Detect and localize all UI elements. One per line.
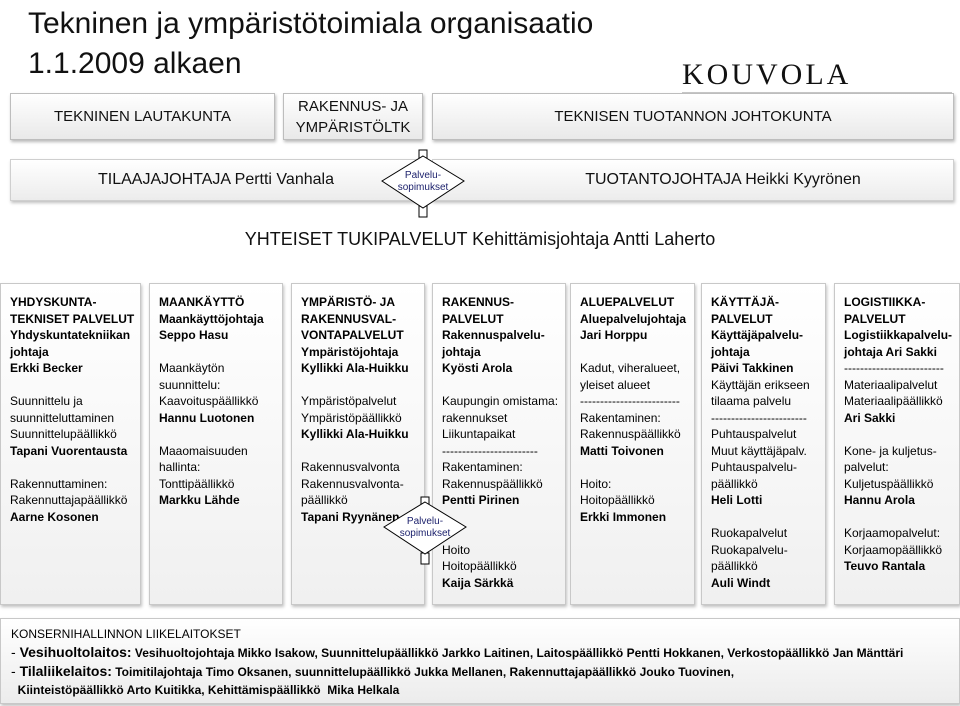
column-0-line-0: YHDYSKUNTA- (10, 295, 97, 309)
column-6-line-14: Korjaamopalvelut: (844, 526, 941, 540)
column-2-line-12: päällikkö (301, 493, 348, 507)
konsernihallinto-box (0, 618, 960, 704)
tilaliikelaitos-line (11, 662, 959, 681)
column-0-line-5 (10, 377, 140, 394)
column-0-line-7: suunnitteluttaminen (10, 410, 115, 425)
column-5-line-12: Heli Lotti (711, 493, 763, 507)
column-2-line-5 (301, 377, 424, 394)
kouvola-logo: KOUVOLA (682, 58, 852, 91)
column-6-line-13 (844, 509, 959, 526)
column-6-line-10: palvelut: (844, 460, 889, 474)
column-1-line-3 (159, 344, 282, 361)
tilaliikelaitos-label: Tilaliikelaitos: (19, 663, 112, 679)
column-6-line-3: johtaja Ari Sakki (844, 344, 937, 359)
column-0-line-8: Suunnittelupäällikkö (10, 427, 117, 441)
column-1-line-4: Maankäytön (159, 361, 225, 375)
column-6-line-11: Kuljetuspäällikkö (844, 476, 934, 491)
column-3-line-10: Rakentaminen: (442, 460, 523, 474)
tilaajajohtaja-label: TILAAJAJOHTAJA Pertti Vanhala (98, 171, 334, 188)
column-5-line-3: johtaja (711, 344, 750, 359)
column-2-line-11: Rakennusvalvonta- (301, 476, 404, 491)
column-5-line-8: Puhtauspalvelut (711, 427, 797, 441)
column-5-line-13 (711, 509, 825, 526)
column-0-line-6: Suunnittelu ja (10, 394, 83, 408)
column-5-line-10: Puhtauspalvelu- (711, 460, 798, 474)
column-0-line-12: Rakennuttajapäällikkö (10, 493, 128, 507)
column-6-line-6: Materiaalipäällikkö (844, 394, 943, 408)
column-4-line-1: Aluepalvelujohtaja (580, 311, 687, 326)
column-1-line-1: Maankäyttöjohtaja (159, 311, 264, 326)
tilaliikelaitos-text: Toimitilajohtaja Timo Oksanen, suunnittelupäällikkö Jukka Mellanen, Rakennuttajapäällikkö Jouko Tuovinen, (111, 665, 735, 679)
column-5-line-17: Auli Windt (711, 575, 771, 590)
tuotantojohtaja-box (432, 159, 954, 201)
column-1-line-0: MAANKÄYTTÖ (159, 295, 245, 309)
column-5-line-0: KÄYTTÄJÄ- (711, 295, 779, 309)
column-yhdyskuntatekniset (0, 283, 141, 605)
column-6-line-5: Materiaalipalvelut (844, 377, 938, 392)
column-6-line-7: Ari Sakki (844, 410, 896, 425)
column-5-line-6: tilaama palvelu (711, 394, 792, 408)
palvelusopimukset-top-line-2: sopimukset (397, 182, 449, 193)
column-5-line-7: ------------------------ (711, 410, 807, 425)
teknisen-tuotannon-johtokunta-box (432, 93, 954, 140)
column-0-line-13: Aarne Kosonen (10, 509, 99, 524)
column-2-line-10: Rakennusvalvonta (301, 460, 400, 474)
column-3-line-16: Hoitopäällikkö (442, 559, 517, 573)
column-5-line-4: Päivi Takkinen (711, 361, 794, 375)
column-4-line-0: ALUEPALVELUT (580, 295, 675, 309)
column-3-line-8: Liikuntapaikat (442, 427, 516, 441)
column-kayttajapalvelut (701, 283, 826, 605)
vesihuoltolaitos-line (11, 643, 959, 662)
column-0-line-1: TEKNISET PALVELUT (10, 311, 135, 326)
column-0-line-11: Rakennuttaminen: (10, 476, 108, 491)
column-4-line-13: Erkki Immonen (580, 509, 667, 524)
column-5-line-14: Ruokapalvelut (711, 526, 788, 540)
column-2-line-7: Ympäristöpäällikkö (301, 410, 402, 425)
vesihuolto-prefix: - (11, 644, 20, 660)
column-6-line-16: Teuvo Rantala (844, 559, 926, 573)
tuotantojohtaja-label: TUOTANTOJOHTAJA Heikki Kyyrönen (585, 171, 861, 188)
column-2-line-6: Ympäristöpalvelut (301, 394, 397, 408)
palvelusopimukset-top-line-1: Palvelu- (404, 170, 442, 181)
column-0-line-10 (10, 459, 140, 476)
tilaajajohtaja-box (10, 159, 422, 201)
column-1-line-5: suunnittelu: (159, 377, 221, 392)
column-6-line-1: PALVELUT (844, 311, 906, 326)
column-3-line-11: Rakennuspäällikkö (442, 476, 543, 491)
column-0-line-4: Erkki Becker (10, 361, 83, 375)
column-0-line-3: johtaja (10, 344, 49, 359)
column-2-line-9 (301, 443, 424, 460)
title-line-1: Tekninen ja ympäristötoimiala organisaatio (28, 7, 594, 40)
column-5-line-5: Käyttäjän erikseen (711, 377, 810, 392)
yhteiset-tukipalvelut-label: YHTEISET TUKIPALVELUT Kehittämisjohtaja Antti Laherto (244, 228, 716, 249)
column-2-line-8: Kyllikki Ala-Huikku (301, 427, 409, 441)
column-3-line-6: Kaupungin omistama: (442, 394, 559, 408)
column-0-line-2: Yhdyskuntatekniikan (10, 328, 131, 342)
column-3-line-7: rakennukset (442, 410, 508, 425)
column-6-line-9: Kone- ja kuljetus- (844, 443, 937, 458)
column-2-line-13: Tapani Ryynänen (301, 509, 400, 524)
title-line-2: 1.1.2009 alkaen (28, 47, 242, 80)
column-2-line-4: Kyllikki Ala-Huikku (301, 361, 409, 375)
column-6-line-15: Korjaamopäällikkö (844, 542, 943, 557)
column-6-line-4: ------------------------- (844, 361, 944, 375)
column-4-line-5: yleiset alueet (580, 377, 651, 392)
rakennus-label-line-2: YMPÄRISTÖLTK (295, 118, 411, 136)
column-3-line-4: Kyösti Arola (442, 361, 513, 375)
column-4-line-11: Hoito: (580, 476, 612, 491)
column-1-line-2: Seppo Hasu (159, 328, 229, 342)
column-3-line-0: RAKENNUS- (442, 295, 514, 309)
tilaliike-prefix: - (11, 663, 20, 679)
column-1-line-7: Hannu Luotonen (159, 410, 255, 425)
column-3-line-3: johtaja (442, 344, 481, 359)
column-4-line-12: Hoitopäällikkö (580, 493, 655, 507)
column-1-line-11: Tonttipäällikkö (159, 476, 235, 491)
column-6-line-8 (844, 426, 959, 443)
column-1-line-12: Markku Lähde (159, 493, 240, 507)
column-3-line-2: Rakennuspalvelu- (442, 328, 545, 342)
column-2-line-3: Ympäristöjohtaja (301, 344, 399, 359)
column-5-line-9: Muut käyttäjäpalv. (711, 443, 807, 458)
page-title (28, 4, 678, 84)
tilaliikelaitos-line-2: Kiinteistöpäällikkö Arto Kuitikka, Kehittämispäällikkö Mika Helkala (11, 683, 400, 697)
palvelusopimukset-mid-line-2: sopimukset (399, 528, 451, 539)
column-4-line-10 (580, 459, 694, 476)
column-2-line-2: VONTAPALVELUT (301, 328, 404, 342)
column-aluepalvelut (570, 283, 695, 605)
column-5-line-11: päällikkö (711, 476, 758, 491)
tekninen-lautakunta-box (10, 93, 275, 140)
column-4-line-3 (580, 344, 694, 361)
column-3-line-12: Pentti Pirinen (442, 493, 520, 507)
column-5-line-1: PALVELUT (711, 311, 773, 326)
tekninen-lautakunta-label: TEKNINEN LAUTAKUNTA (54, 108, 231, 125)
palvelusopimukset-diamond-top (386, 150, 470, 218)
column-3-line-1: PALVELUT (442, 311, 504, 326)
column-2-line-1: RAKENNUSVAL- (301, 311, 397, 326)
column-5-line-2: Käyttäjäpalvelu- (711, 328, 804, 342)
column-3-line-9: ------------------------ (442, 443, 538, 458)
column-maankaytto (149, 283, 283, 605)
vesihuoltolaitos-label: Vesihuoltolaitos: (19, 644, 132, 660)
column-4-line-7: Rakentaminen: (580, 410, 661, 425)
column-3-line-15: Hoito (442, 542, 471, 557)
rakennus-ymparistoltk-box (283, 93, 423, 140)
column-logistiikkapalvelut (834, 283, 960, 605)
column-2-line-0: YMPÄRISTÖ- JA (301, 295, 396, 309)
column-0-line-9: Tapani Vuorentausta (10, 443, 128, 458)
column-5-line-16: päällikkö (711, 559, 758, 573)
column-4-line-2: Jari Horppu (580, 328, 648, 342)
teknisen-tuotannon-label: TEKNISEN TUOTANNON JOHTOKUNTA (554, 108, 832, 125)
column-1-line-10: hallinta: (159, 460, 201, 474)
konsernihallinto-heading: KONSERNIHALLINNON LIIKELAITOKSET (11, 627, 241, 641)
column-6-line-0: LOGISTIIKKA- (844, 295, 926, 309)
column-3-line-5 (442, 377, 565, 394)
column-6-line-2: Logistiikkapalvelu- (844, 328, 953, 342)
column-1-line-9: Maaomaisuuden (159, 443, 248, 458)
rakennus-label-line-1: RAKENNUS- JA (297, 97, 409, 115)
column-4-line-4: Kadut, viheralueet, (580, 361, 681, 375)
column-4-line-9: Matti Toivonen (580, 443, 664, 458)
column-4-line-8: Rakennuspäällikkö (580, 427, 681, 441)
column-5-line-15: Ruokapalvelu- (711, 542, 788, 557)
column-4-line-6: ------------------------- (580, 394, 680, 408)
palvelusopimukset-diamond-mid (388, 497, 472, 565)
column-3-line-17: Kaija Särkkä (442, 575, 514, 590)
column-1-line-8 (159, 426, 282, 443)
column-1-line-6: Kaavoituspäällikkö (159, 394, 259, 408)
palvelusopimukset-mid-line-1: Palvelu- (406, 516, 444, 527)
column-6-line-12: Hannu Arola (844, 493, 915, 507)
vesihuoltolaitos-text: Vesihuoltojohtaja Mikko Isakow, Suunnittelupäällikkö Jarkko Laitinen, Laitospäällikkö Pentti Hokkanen, Verkostopäällikkö Jan Mänttäri (131, 646, 904, 660)
